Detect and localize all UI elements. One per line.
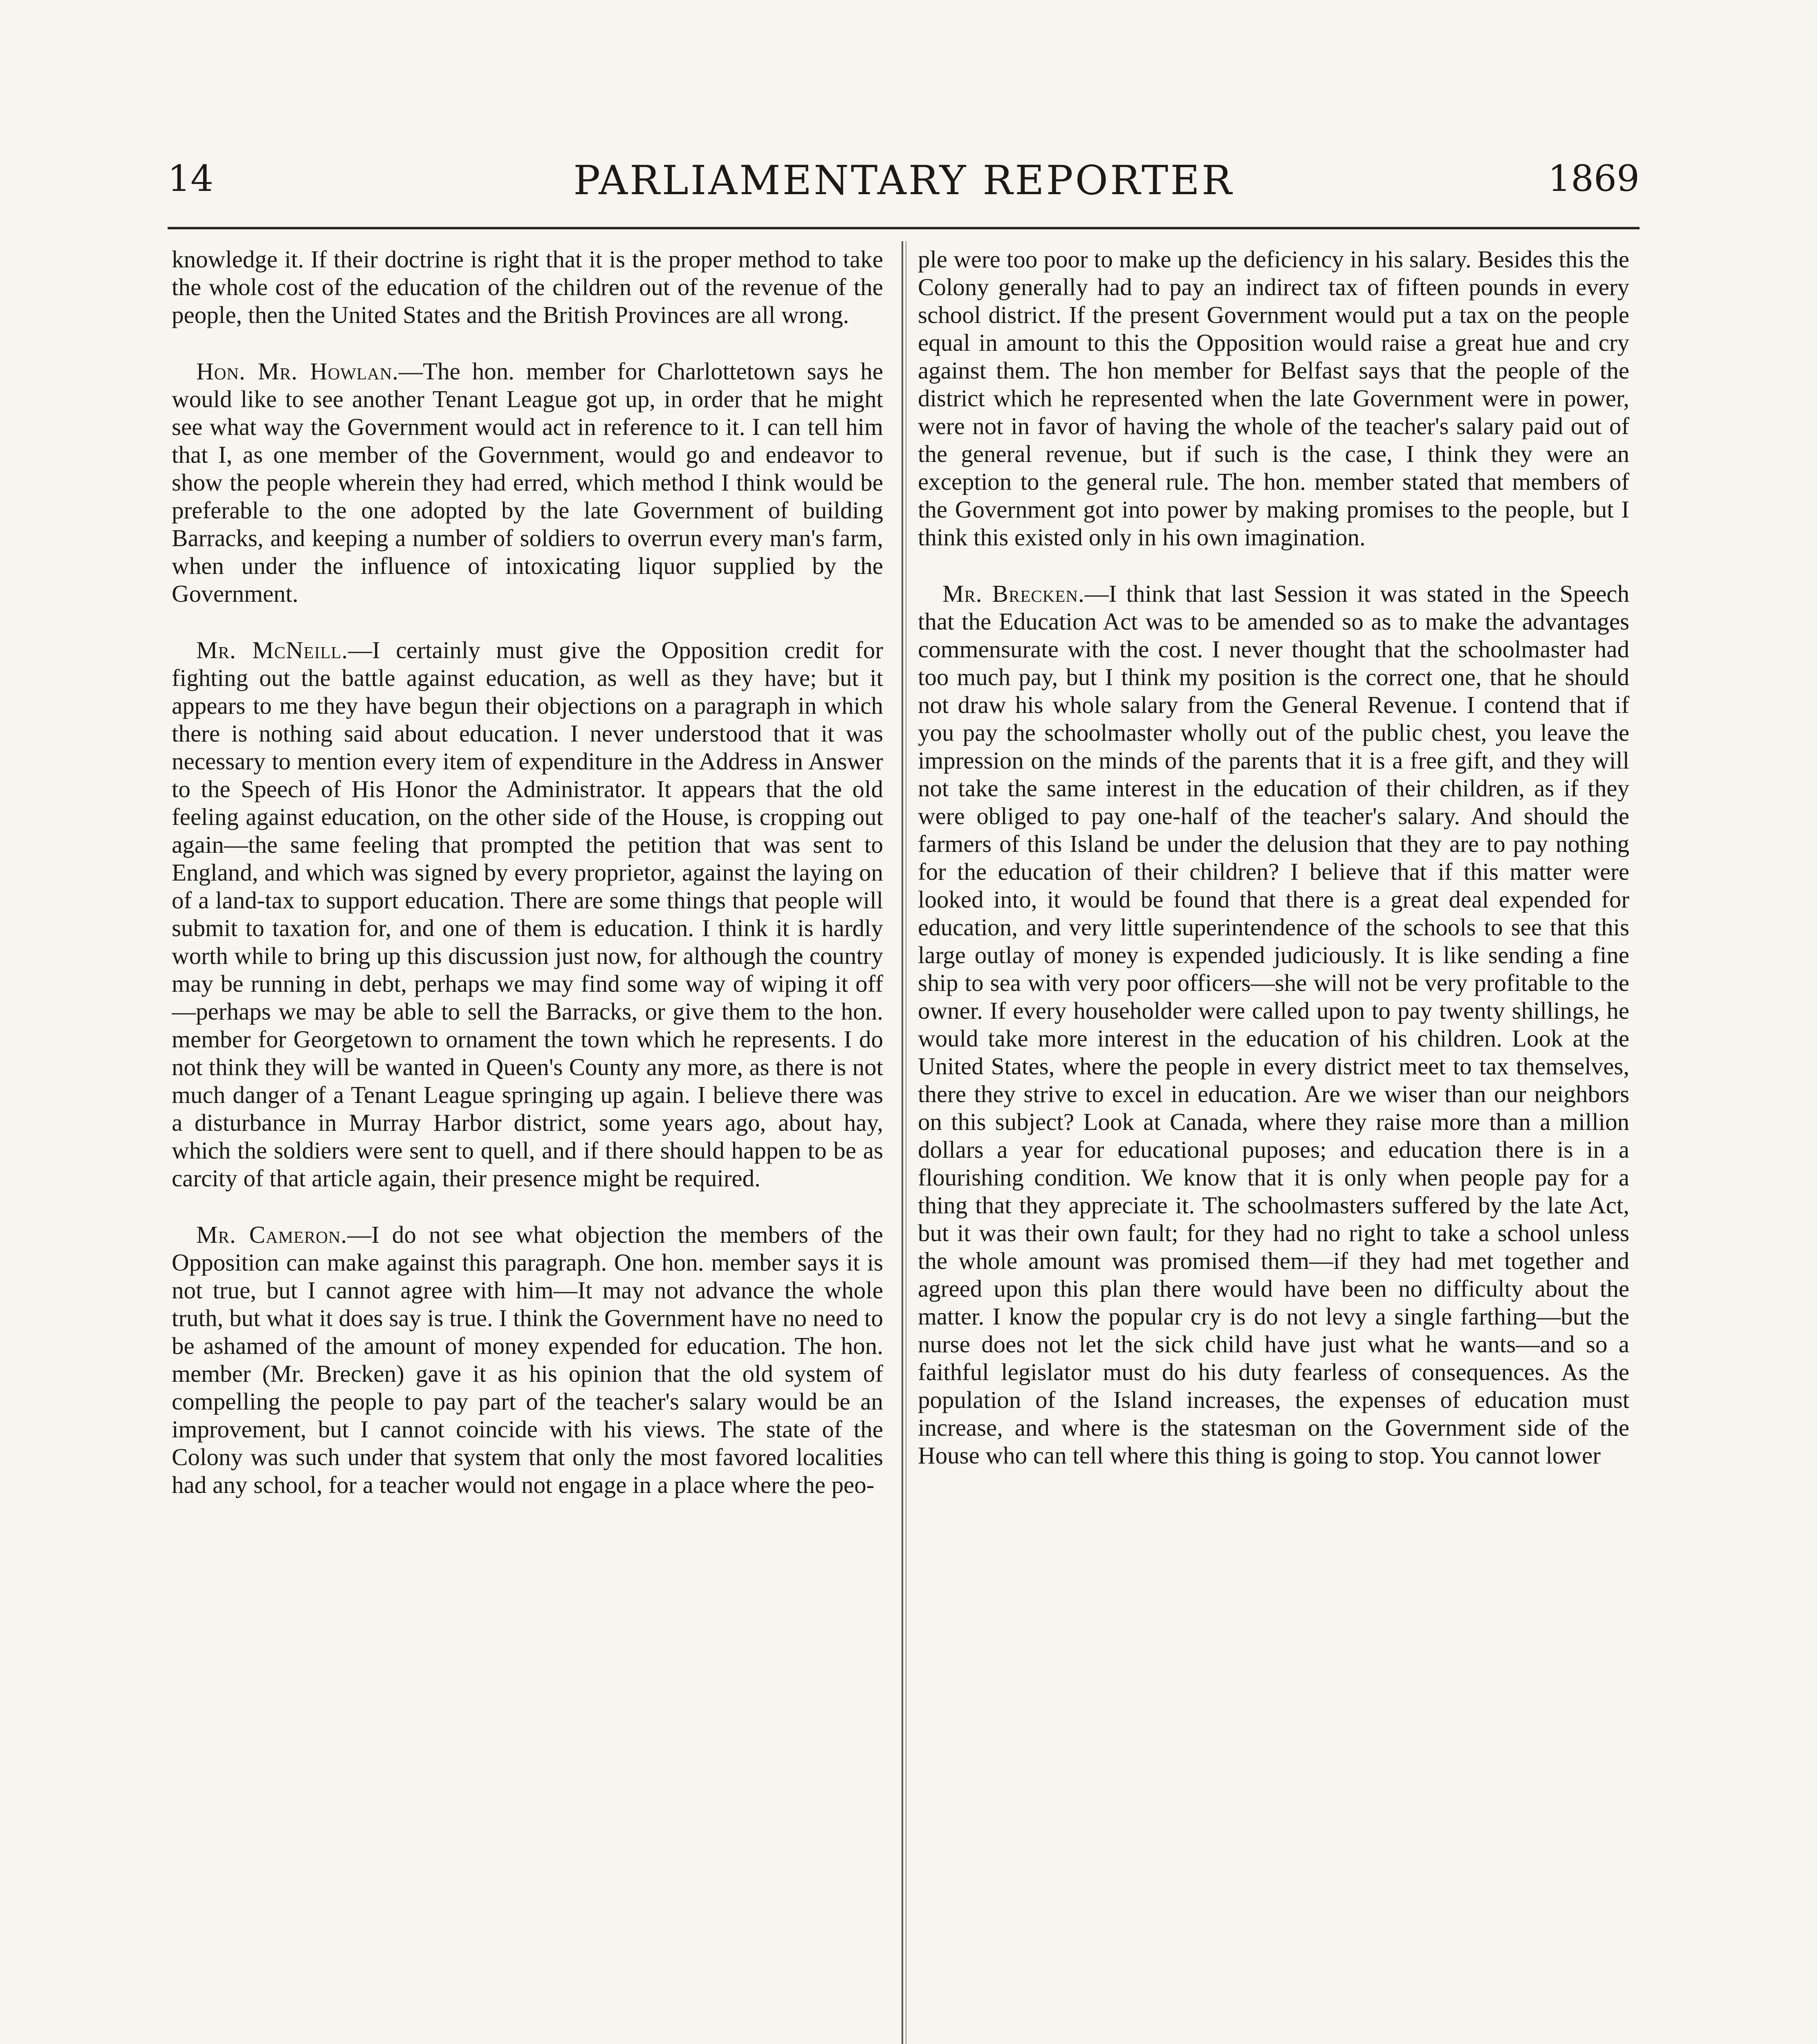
- speaker-name: Mr. Cameron.: [196, 1221, 348, 1248]
- paragraph: Mr. McNeill.—I certainly must give the Opposition credit for fighting out the battle against education, as well as they have; but it appears to me they have begun their objections on a paragraph in which there is nothing said about education. I never understood that it was necessary to mention every item of expenditure in the Address in Answer to the Speech of His Honor the Administrator. It appears that the old feeling against education, on the other side of the House, is cropping out again—the same feeling that prompted the petition that was sent to England, and which was signed by every proprietor, against the laying on of a land-tax to support education. There are some things that people will submit to taxation for, and one of them is education. I think it is hardly worth while to bring up this discussion just now, for although the country may be running in debt, perhaps we may find some way of wiping it off—perhaps we may be able to sell the Barracks, or give them to the hon. member for Georgetown to ornament the town which he represents. I do not think they will be wanted in Queen's County any more, as there is not much danger of a Tenant League springing up again. I believe there was a disturbance in Murray Harbor district, some years ago, about hay, which the soldiers were sent to quell, and if there should happen to be as carcity of that article again, their presence might be required.: [172, 637, 883, 1192]
- speaker-name: Hon. Mr. Howlan.: [196, 358, 399, 385]
- right-column: [918, 245, 1629, 2044]
- page-header: [168, 157, 1640, 219]
- header-rule: [168, 227, 1640, 229]
- speaker-name: Mr. McNeill.: [196, 637, 348, 663]
- column-divider: [902, 241, 903, 2044]
- paragraph: ple were too poor to make up the deficiency in his salary. Besides this the Colony generally had to pay an indirect tax of fifteen pounds in every school district. If the present Government would put a tax on the people equal in amount to this the Opposition would raise a great hue and cry against them. The hon member for Belfast says that the people of the district which he represented when the late Government were in power, were not in favor of having the whole of the teacher's salary paid out of the general revenue, but if such is the case, I think they were an exception to the general rule. The hon. member stated that members of the Government got into power by making promises to the people, but I think this existed only in his own imagination.: [918, 246, 1629, 551]
- paragraph: Mr. Cameron.—I do not see what objection the members of the Opposition can make against this paragraph. One hon. member says it is not true, but I cannot agree with him—It may not advance the whole truth, but what it does say is true. I think the Government have no need to be ashamed of the amount of money expended for education. The hon. member (Mr. Brecken) gave it as his opinion that the old system of compelling the people to pay part of the teacher's salary would be an improvement, but I cannot coincide with his views. The state of the Colony was such under that system that only the most favored localities had any school, for a teacher would not engage in a place where the peo-: [172, 1221, 883, 1498]
- left-column: [172, 245, 883, 2044]
- paragraph: Mr. Brecken.—I think that last Session it was stated in the Speech that the Education Act was to be amended so as to make the advantages commensurate with the cost. I never thought that the schoolmaster had too much pay, but I think my position is the correct one, that he should not draw his whole salary from the General Revenue. I contend that if you pay the schoolmaster wholly out of the public chest, you leave the impression on the minds of the parents that it is a free gift, and they will not take the same interest in the education of their children, as if they were obliged to pay one-half of the teacher's salary. And should the farmers of this Island be under the delusion that they are to pay nothing for the education of their children? I believe that if this matter were looked into, it would be found that there is a great deal expended for education, and very little superintendence of the schools to see that this large outlay of money is expended judiciously. It is like sending a fine ship to sea with very poor officers—she will not be very profitable to the owner. If every householder were called upon to pay twenty shillings, he would take more interest in the education of his children. Look at the United States, where the people in every district meet to tax themselves, there they strive to excel in education. Are we wiser than our neighbors on this subject? Look at Canada, where they raise more than a million dollars a year for educational puposes; and education there is in a flourishing condition. We know that it is only when people pay for a thing that they appreciate it. The schoolmasters suffered by the late Act, but it was their own fault; for they had no right to take a school unless the whole amount was promised them—if they had met together and agreed upon this plan there would have been no difficulty about the matter. I know the popular cry is do not levy a single farthing—but the nurse does not let the sick child have just what he wants—and so a faithful legislator must do his duty fearless of consequences. As the population of the Island increases, the expenses of education must increase, and where is the statesman on the Government side of the House who can tell where this thing is going to stop. You cannot lower: [918, 580, 1629, 1469]
- running-title: PARLIAMENTARY REPORTER: [573, 157, 1234, 204]
- paragraph: knowledge it. If their doctrine is right that it is the proper method to take the whole cost of the education of the children out of the revenue of the people, then the United States and the British Provinces are all wrong.: [172, 246, 883, 328]
- page-number: 14: [168, 157, 213, 199]
- paragraph: Hon. Mr. Howlan.—The hon. member for Charlottetown says he would like to see another Tenant League got up, in order that he might see what way the Government would act in reference to it. I can tell him that I, as one member of the Government, would go and endeavor to show the people wherein they had erred, which method I think would be preferable to the one adopted by the late Government of building Barracks, and keeping a number of soldiers to overrun every man's farm, when under the influence of intoxicating liquor supplied by the Government.: [172, 358, 883, 607]
- year-label: 1869: [1548, 157, 1640, 199]
- speaker-name: Mr. Brecken.: [942, 580, 1085, 607]
